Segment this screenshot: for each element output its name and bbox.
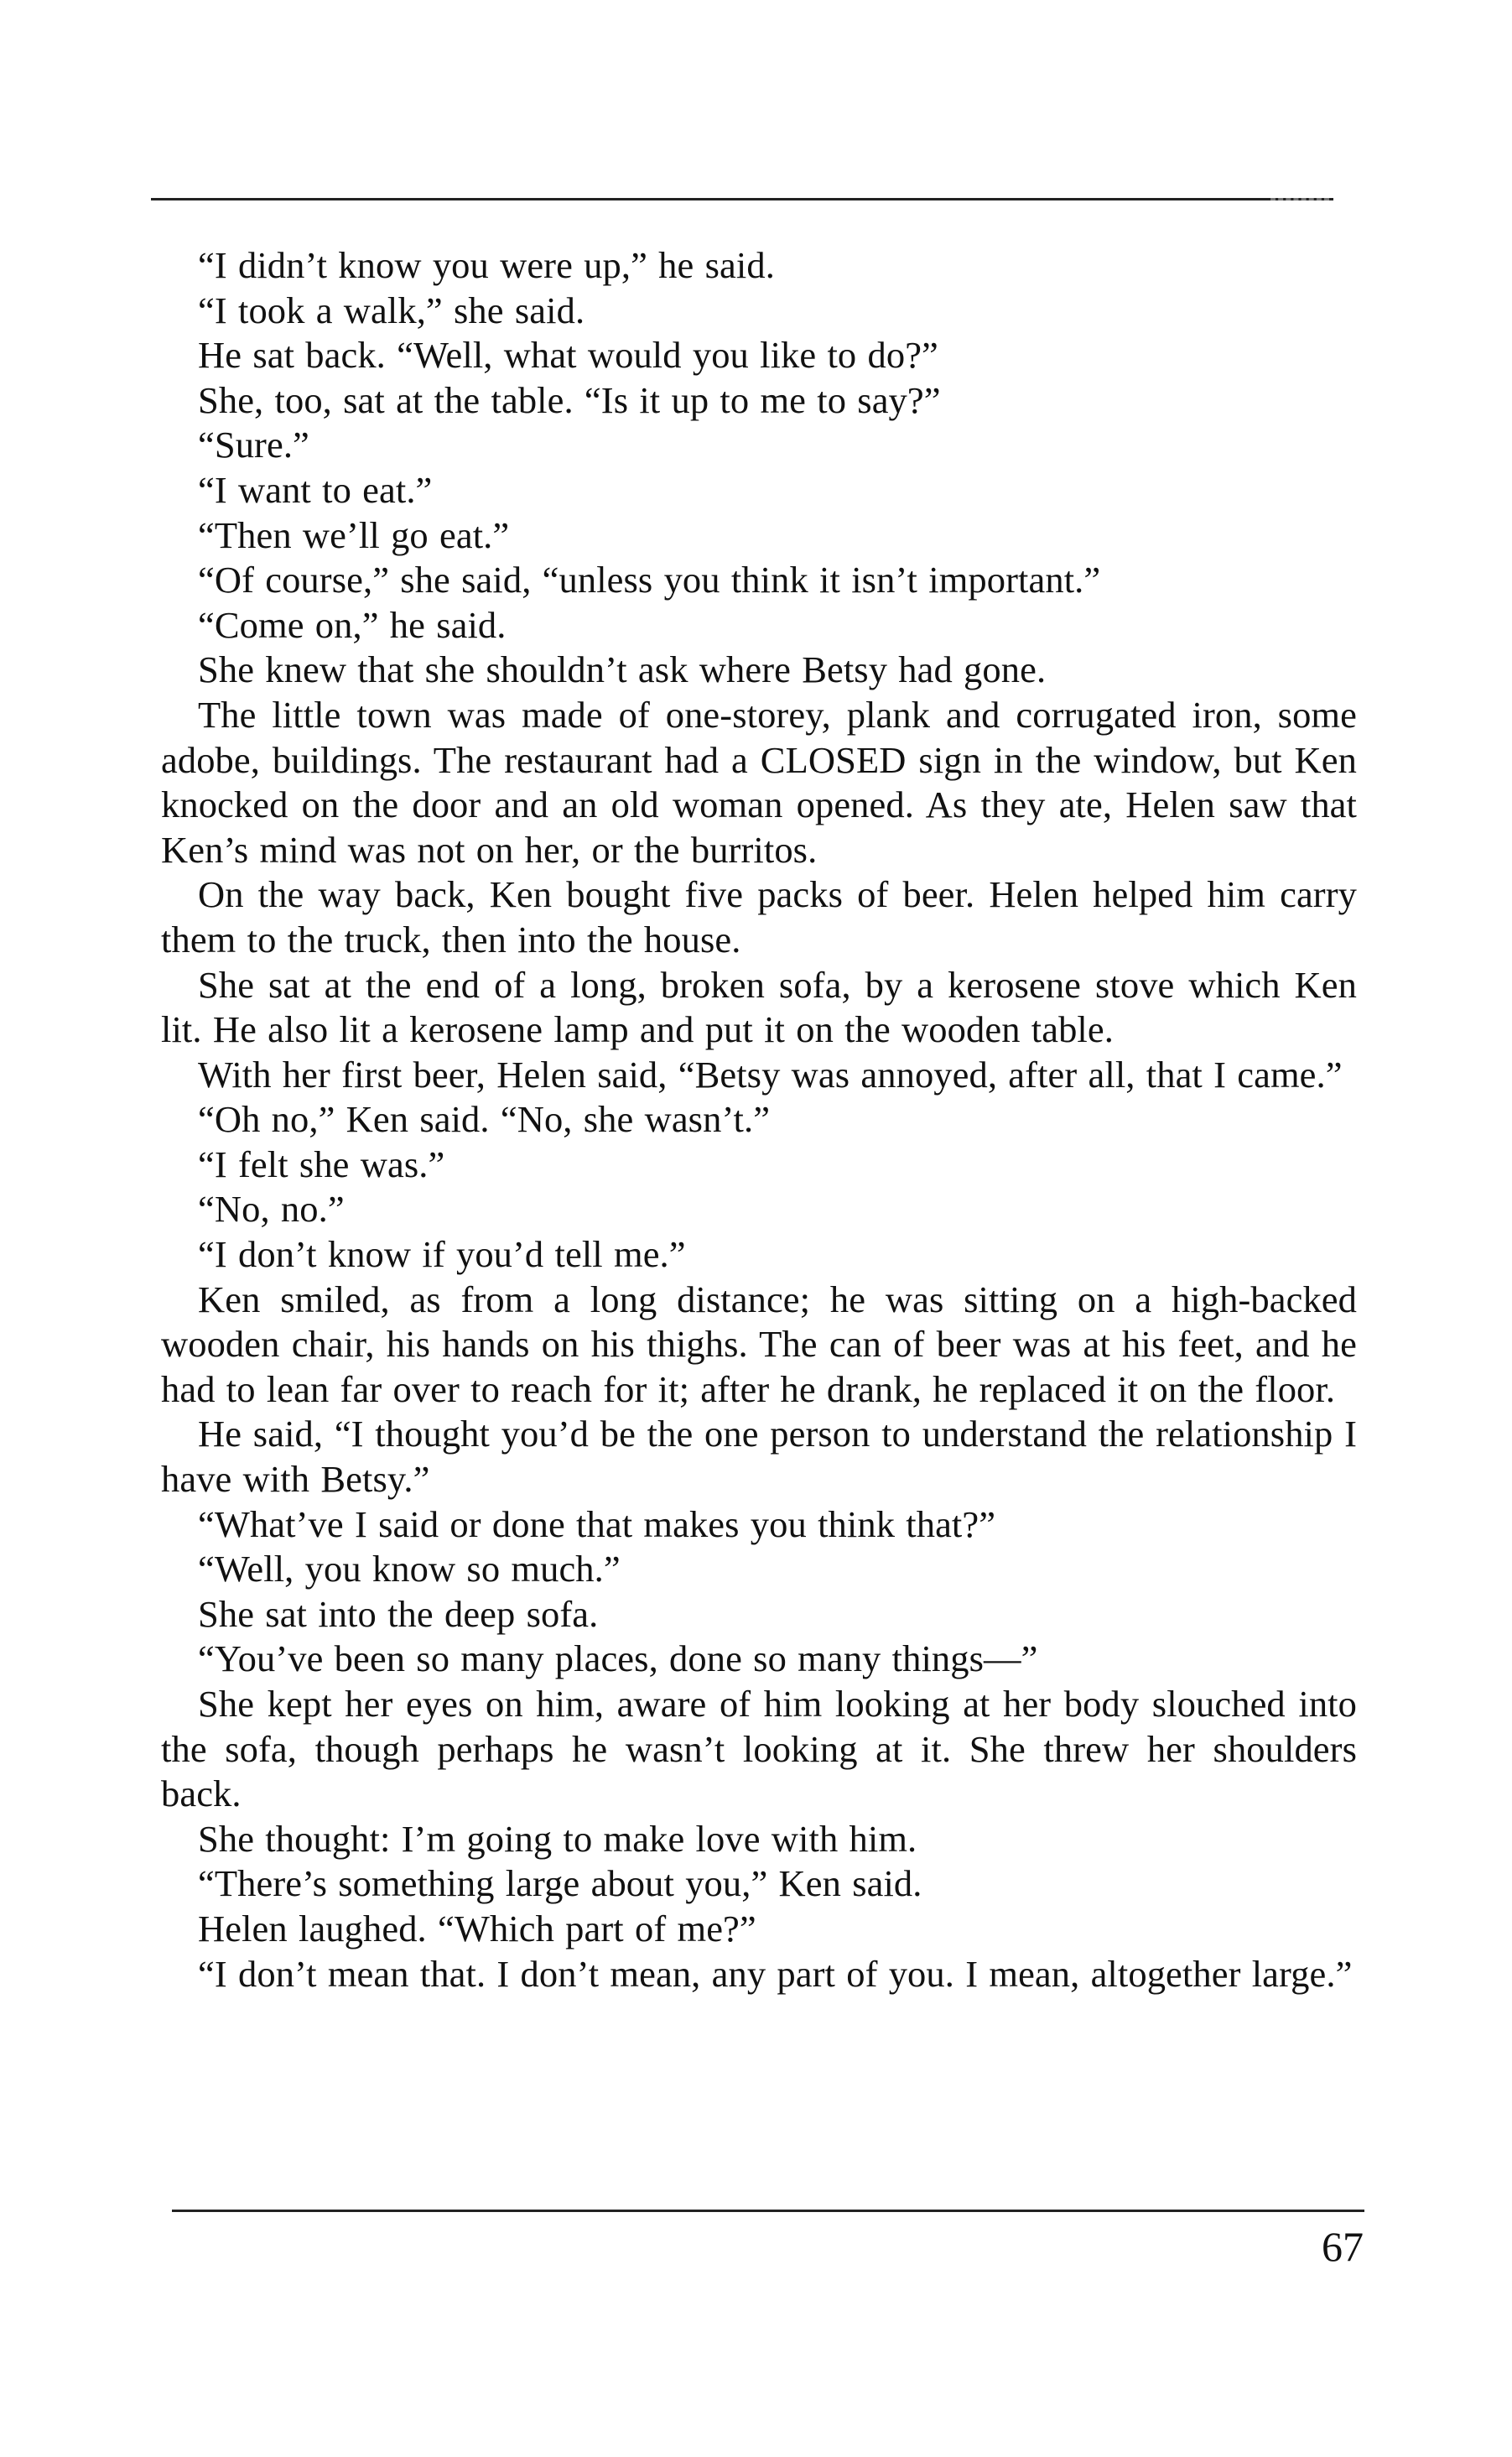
paragraph: “No, no.” (198, 1188, 345, 1231)
paragraph: “I didn’t know you were up,” he said. (198, 244, 775, 286)
paragraph: “I took a walk,” she said. (198, 289, 585, 331)
paragraph: Helen laughed. “Which part of me?” (198, 1907, 756, 1949)
paragraph: With her first beer, Helen said, “Betsy was annoyed, after all, that I came.” (198, 1053, 1343, 1096)
paragraph: “Oh no,” Ken said. “No, she wasn’t.” (198, 1098, 771, 1141)
paragraph: “I don’t mean that. I don’t mean, any part of you. I mean, altogether large.” (198, 1952, 1353, 1995)
paragraph: On the way back, Ken bought five packs of beer. Helen helped him carry them to the truck, then into the house. (161, 873, 1357, 960)
body-text (161, 243, 1357, 1996)
paragraph: “I felt she was.” (198, 1143, 445, 1185)
bottom-rule (172, 2210, 1364, 2212)
paragraph: “Come on,” he said. (198, 603, 507, 646)
paragraph: “Well, you know so much.” (198, 1548, 621, 1590)
paragraph: “There’s something large about you,” Ken said. (198, 1862, 922, 1905)
paragraph: “You’ve been so many places, done so many things—” (198, 1637, 1038, 1680)
top-rule-tail (1270, 198, 1329, 200)
paragraph: “Sure.” (198, 424, 309, 466)
paragraph: She kept her eyes on him, aware of him looking at her body slouched into the sofa, though perhaps he wasn’t looking at it. She threw her shoulders back. (161, 1683, 1357, 1815)
paragraph: He sat back. “Well, what would you like to do?” (198, 334, 938, 377)
paragraph: He said, “I thought you’d be the one person to understand the relationship I have with Betsy.” (161, 1413, 1357, 1501)
paragraph: “I want to eat.” (198, 468, 433, 511)
paragraph: She sat at the end of a long, broken sofa, by a kerosene stove which Ken lit. He also lit a kerosene lamp and put it on the wooden table. (161, 963, 1357, 1051)
paragraph: “Then we’ll go eat.” (198, 513, 510, 556)
paragraph: Ken smiled, as from a long distance; he was sitting on a high-backed wooden chair, his hands on his thighs. The can of beer was at his feet, and he had to lean far over to reach for it; after he drank, he replaced it on the floor. (161, 1278, 1357, 1410)
page-number: 67 (1322, 2223, 1364, 2270)
paragraph: “What’ve I said or done that makes you think that?” (198, 1502, 996, 1545)
paragraph: “Of course,” she said, “unless you think it isn’t important.” (198, 559, 1101, 601)
paragraph: She sat into the deep sofa. (198, 1592, 599, 1635)
paragraph: She knew that she shouldn’t ask where Betsy had gone. (198, 648, 1047, 691)
top-rule (151, 198, 1333, 200)
paragraph: The little town was made of one-storey, plank and corrugated iron, some adobe, buildings. The restaurant had a CLOSED sign in the window, but Ken knocked on the door and an old woman opened. As they ate, Helen saw that Ken’s mind was not on her, or the burritos. (161, 693, 1357, 871)
paragraph: “I don’t know if you’d tell me.” (198, 1233, 686, 1276)
paragraph: She, too, sat at the table. “Is it up to me to say?” (198, 378, 941, 421)
paragraph: She thought: I’m going to make love with him. (198, 1817, 917, 1860)
